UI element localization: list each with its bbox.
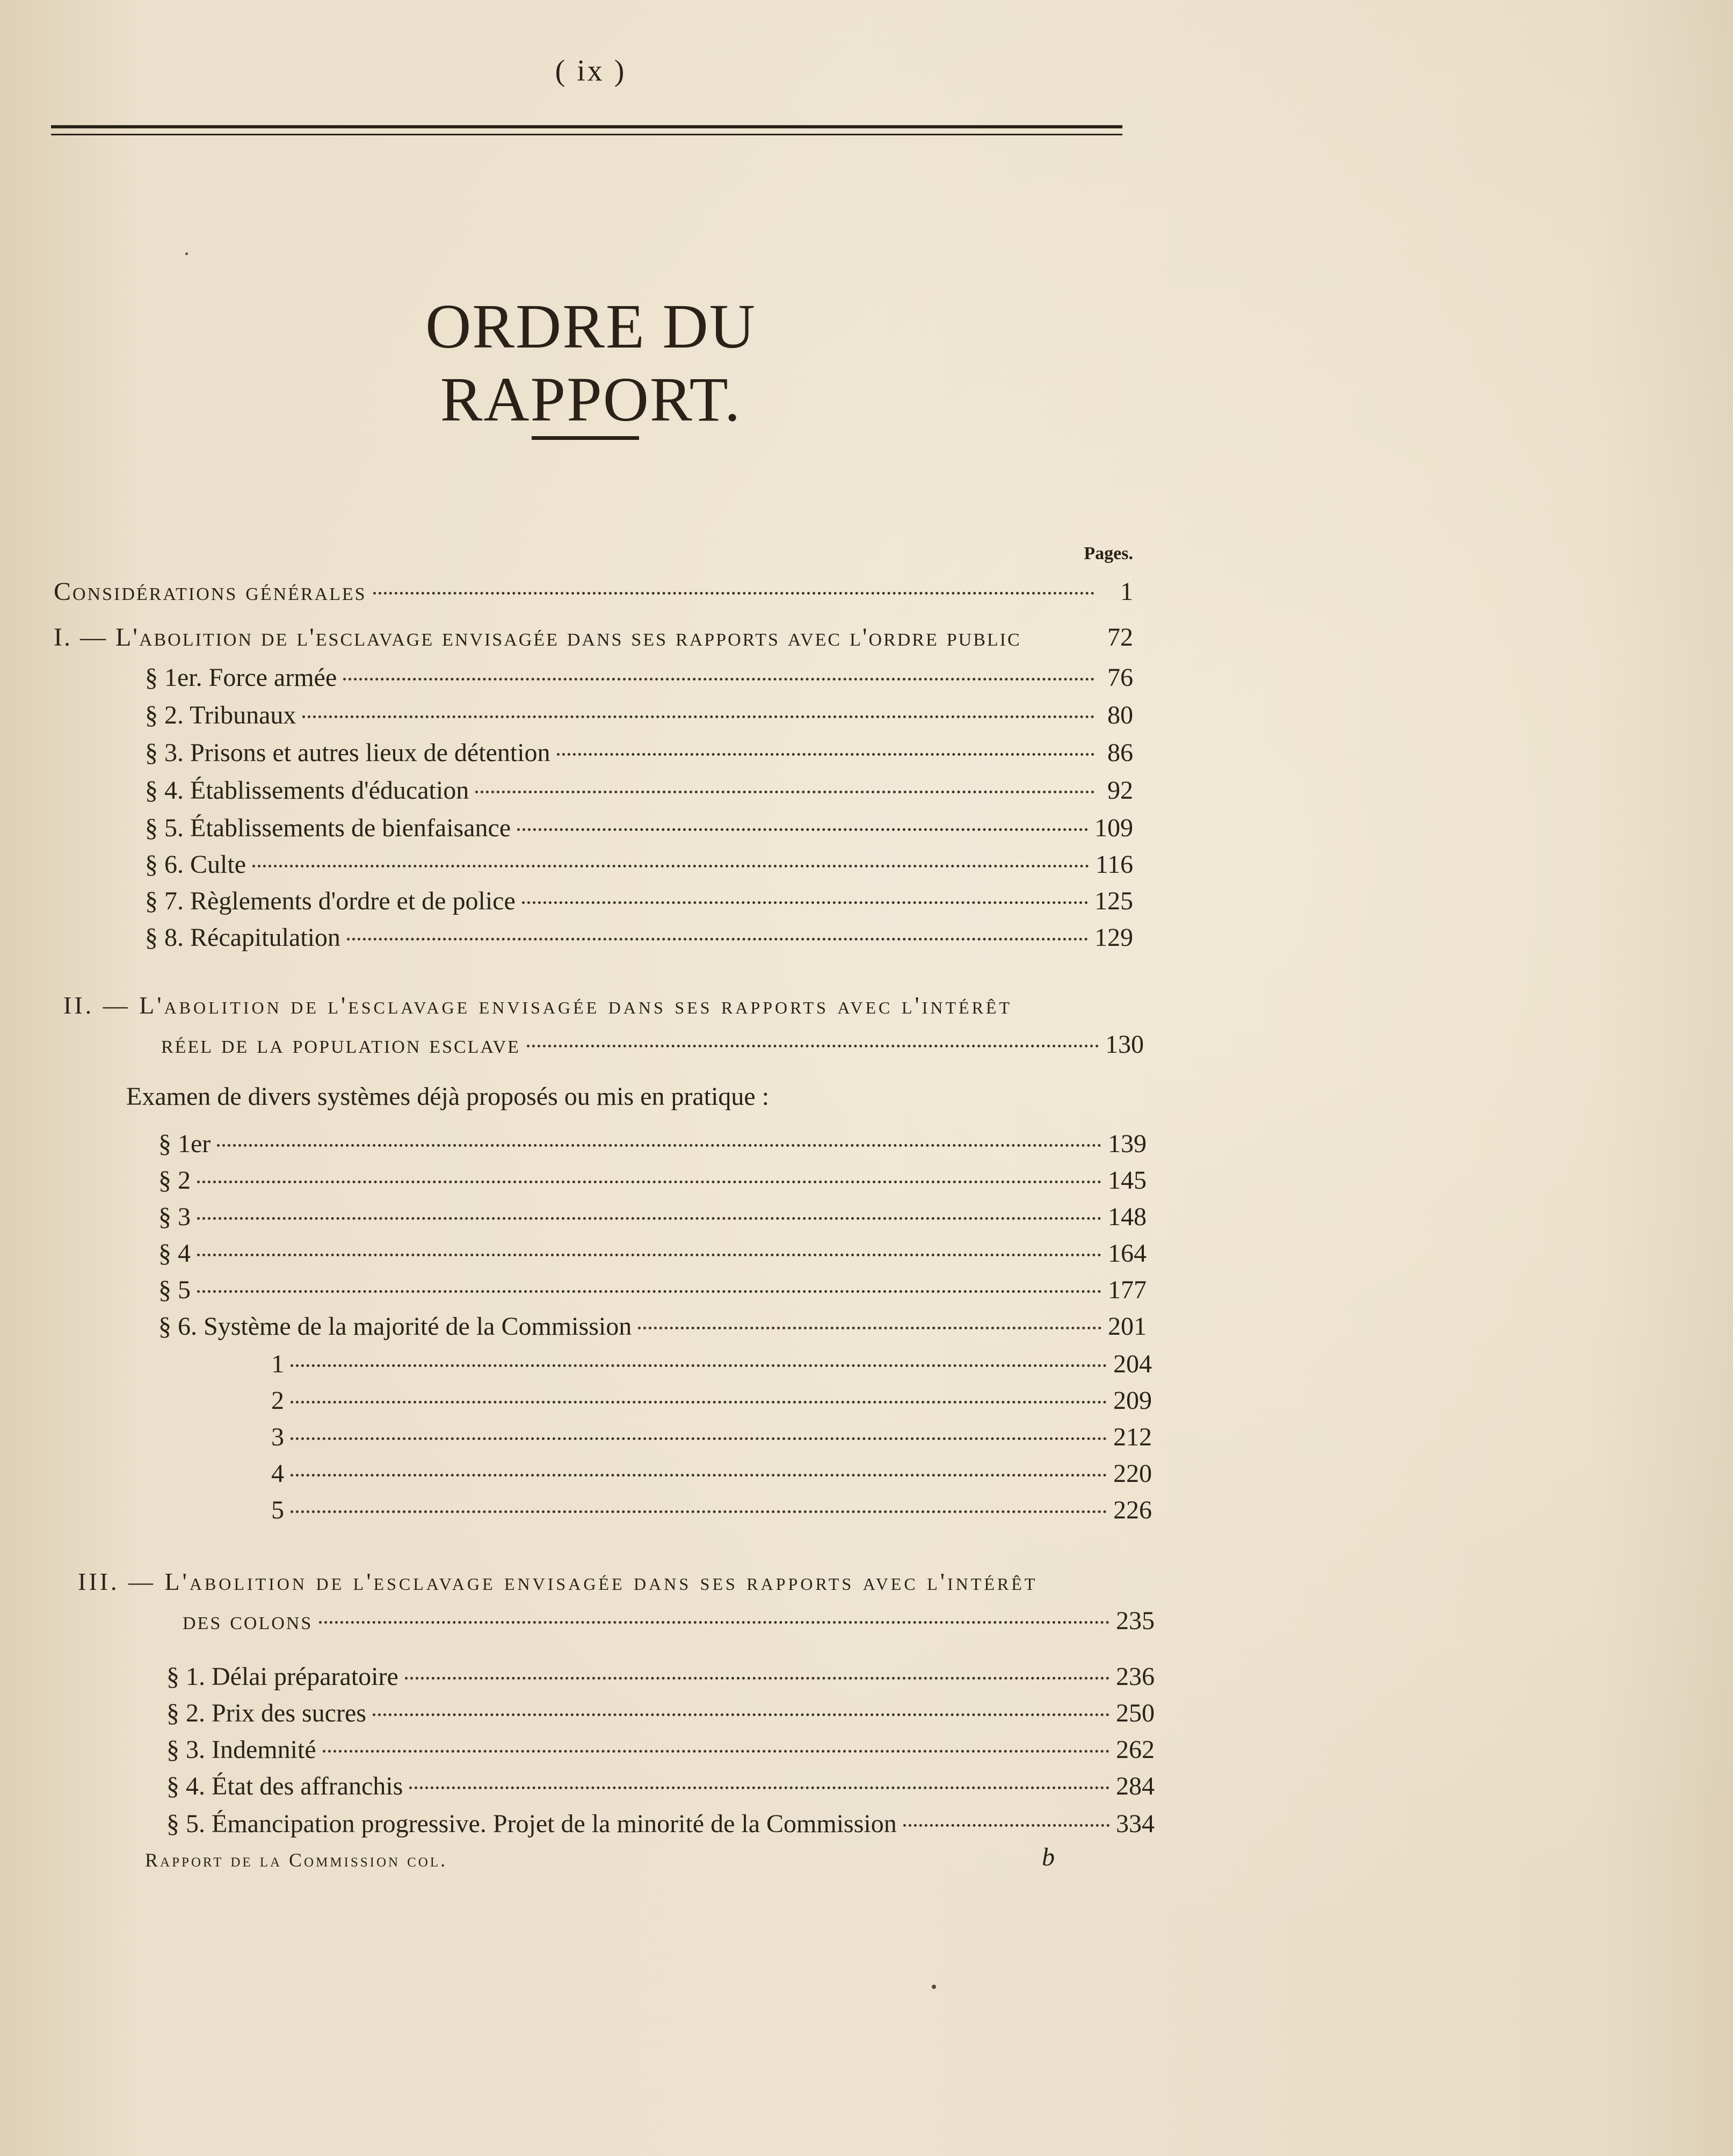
leader-dots [527, 1045, 1099, 1047]
toc-entry [158, 1201, 1147, 1233]
toc-subentry [271, 1494, 1152, 1526]
toc-label: § 6. Culte [145, 850, 246, 879]
toc-page: 139 [1108, 1130, 1147, 1158]
toc-part-1-heading [54, 621, 1133, 654]
toc-entry [166, 1808, 1155, 1840]
leader-dots [197, 1290, 1101, 1293]
toc-entry [145, 737, 1133, 769]
toc-entry [145, 775, 1133, 807]
leader-dots [291, 1437, 1107, 1440]
toc-part-2-heading-line1: II. — L'abolition de l'esclavage envisagée dans ses rapports avec l'intérêt [63, 992, 1013, 1019]
leader-dots [373, 1713, 1110, 1716]
toc-entry [158, 1164, 1147, 1197]
leader-dots [475, 791, 1094, 793]
toc-page: 109 [1094, 814, 1133, 842]
toc-entry [158, 1128, 1147, 1160]
toc-subentry [271, 1421, 1152, 1453]
leader-dots [217, 1144, 1101, 1147]
toc-page: 201 [1108, 1312, 1147, 1341]
paper-speck [185, 252, 188, 255]
leader-dots [522, 901, 1088, 904]
toc-page: 125 [1094, 887, 1133, 915]
toc-entry [145, 812, 1133, 844]
toc-part-3-heading-line1: III. — L'abolition de l'esclavage envisagée dans ses rapports avec l'intérêt [78, 1568, 1038, 1595]
leader-dots [517, 828, 1088, 831]
toc-label: § 1. Délai préparatoire [166, 1662, 398, 1691]
toc-subentry [271, 1348, 1152, 1380]
toc-entry [158, 1238, 1147, 1270]
toc-entry-considerations [54, 576, 1133, 608]
leader-dots [291, 1510, 1107, 1513]
toc-label: § 3. Indemnité [166, 1735, 316, 1764]
toc-label: I. — L'abolition de l'esclavage envisagée dans ses rapports avec l'ordre public [54, 623, 1021, 652]
leader-dots [405, 1677, 1110, 1680]
toc-label: § 5. Établissements de bienfaisance [145, 814, 511, 842]
leader-dots [373, 592, 1094, 595]
toc-label: § 4. État des affranchis [166, 1772, 403, 1800]
leader-dots [347, 938, 1088, 940]
toc-label: réel de la population esclave [161, 1030, 520, 1059]
leader-dots [197, 1217, 1101, 1220]
leader-dots [409, 1786, 1110, 1789]
toc-label: § 2. Prix des sucres [166, 1699, 366, 1727]
toc-label: § 3. Prisons et autres lieux de détention [145, 739, 550, 767]
leader-dots [319, 1621, 1110, 1624]
toc-page: 148 [1108, 1203, 1147, 1231]
leader-dots [291, 1364, 1107, 1367]
toc-label: § 7. Règlements d'ordre et de police [145, 887, 516, 915]
leader-dots [323, 1750, 1110, 1753]
toc-entry [166, 1697, 1155, 1730]
toc-page: 129 [1094, 923, 1133, 952]
toc-page: 86 [1107, 739, 1133, 767]
toc-page: 220 [1113, 1459, 1152, 1488]
paper-speck [932, 1985, 936, 1989]
toc-page: 212 [1113, 1423, 1152, 1451]
toc-label: 3 [271, 1423, 284, 1451]
toc-label: § 1er [158, 1130, 211, 1158]
toc-page: 204 [1113, 1350, 1152, 1378]
toc-page: 236 [1116, 1662, 1155, 1691]
toc-label: 1 [271, 1350, 284, 1378]
leader-dots [903, 1824, 1110, 1827]
toc-page: 130 [1105, 1030, 1144, 1059]
toc-subentry [271, 1458, 1152, 1490]
toc-entry [145, 662, 1133, 694]
toc-subentry [271, 1385, 1152, 1417]
toc-page: 164 [1108, 1239, 1147, 1268]
toc-page: 1 [1120, 577, 1133, 606]
toc-page: 334 [1116, 1810, 1155, 1838]
toc-label: 2 [271, 1386, 284, 1415]
leader-dots [638, 1327, 1101, 1329]
toc-part-2-intro: Examen de divers systèmes déjà proposés ou mis en pratique : [126, 1082, 770, 1111]
toc-label: § 3 [158, 1203, 191, 1231]
toc-label: § 4. Établissements d'éducation [145, 776, 469, 805]
folio: ( ix ) [555, 54, 627, 88]
toc-page: 76 [1107, 663, 1133, 692]
signature-mark: b [1042, 1843, 1055, 1871]
toc-part-3-heading-line2 [183, 1605, 1155, 1637]
toc-page: 177 [1108, 1276, 1147, 1304]
toc-part-2-heading-line2 [161, 1029, 1144, 1061]
toc-label: § 5. Émancipation progressive. Projet de la minorité de la Commission [166, 1810, 897, 1838]
toc-entry [158, 1274, 1147, 1306]
leader-dots [302, 715, 1094, 718]
toc-entry [145, 849, 1133, 881]
toc-page: 209 [1113, 1386, 1152, 1415]
toc-label: § 1er. Force armée [145, 663, 337, 692]
toc-label: § 8. Récapitulation [145, 923, 340, 952]
toc-entry [145, 922, 1133, 954]
toc-page: 116 [1095, 850, 1133, 879]
toc-label: des colons [183, 1607, 313, 1635]
toc-entry [145, 699, 1133, 732]
title-rule [532, 436, 639, 440]
toc-page: 226 [1113, 1496, 1152, 1524]
page-title: ORDRE DU RAPPORT. [425, 291, 756, 435]
toc-label: § 2 [158, 1166, 191, 1195]
toc-page: 250 [1116, 1699, 1155, 1727]
toc-page: 262 [1116, 1735, 1155, 1764]
toc-page: 80 [1107, 701, 1133, 729]
toc-entry [166, 1661, 1155, 1693]
leader-dots [291, 1401, 1107, 1403]
toc-entry [166, 1734, 1155, 1766]
toc-label: 4 [271, 1459, 284, 1488]
toc-entry [158, 1311, 1147, 1343]
leader-dots [252, 865, 1089, 867]
toc-label: Considérations générales [54, 577, 367, 606]
leader-dots [197, 1181, 1101, 1183]
leader-dots [291, 1474, 1107, 1477]
toc-entry [145, 885, 1133, 917]
top-rule-thick [51, 125, 1122, 128]
leader-dots [557, 753, 1094, 756]
toc-label: 5 [271, 1496, 284, 1524]
toc-page: 284 [1116, 1772, 1155, 1800]
leader-dots [197, 1254, 1101, 1256]
toc-page: 72 [1107, 623, 1133, 652]
pages-column-label: Pages. [1084, 544, 1133, 563]
toc-page: 235 [1116, 1607, 1155, 1635]
toc-label: § 4 [158, 1239, 191, 1268]
signature-line: Rapport de la Commission col. [145, 1849, 448, 1871]
toc-label: § 2. Tribunaux [145, 701, 296, 729]
toc-label: § 5 [158, 1276, 191, 1304]
toc-page: 92 [1107, 776, 1133, 805]
top-rule-thin [51, 134, 1122, 135]
toc-page: 145 [1108, 1166, 1147, 1195]
toc-label: § 6. Système de la majorité de la Commission [158, 1312, 632, 1341]
leader-dots [343, 678, 1094, 681]
toc-entry [166, 1770, 1155, 1803]
